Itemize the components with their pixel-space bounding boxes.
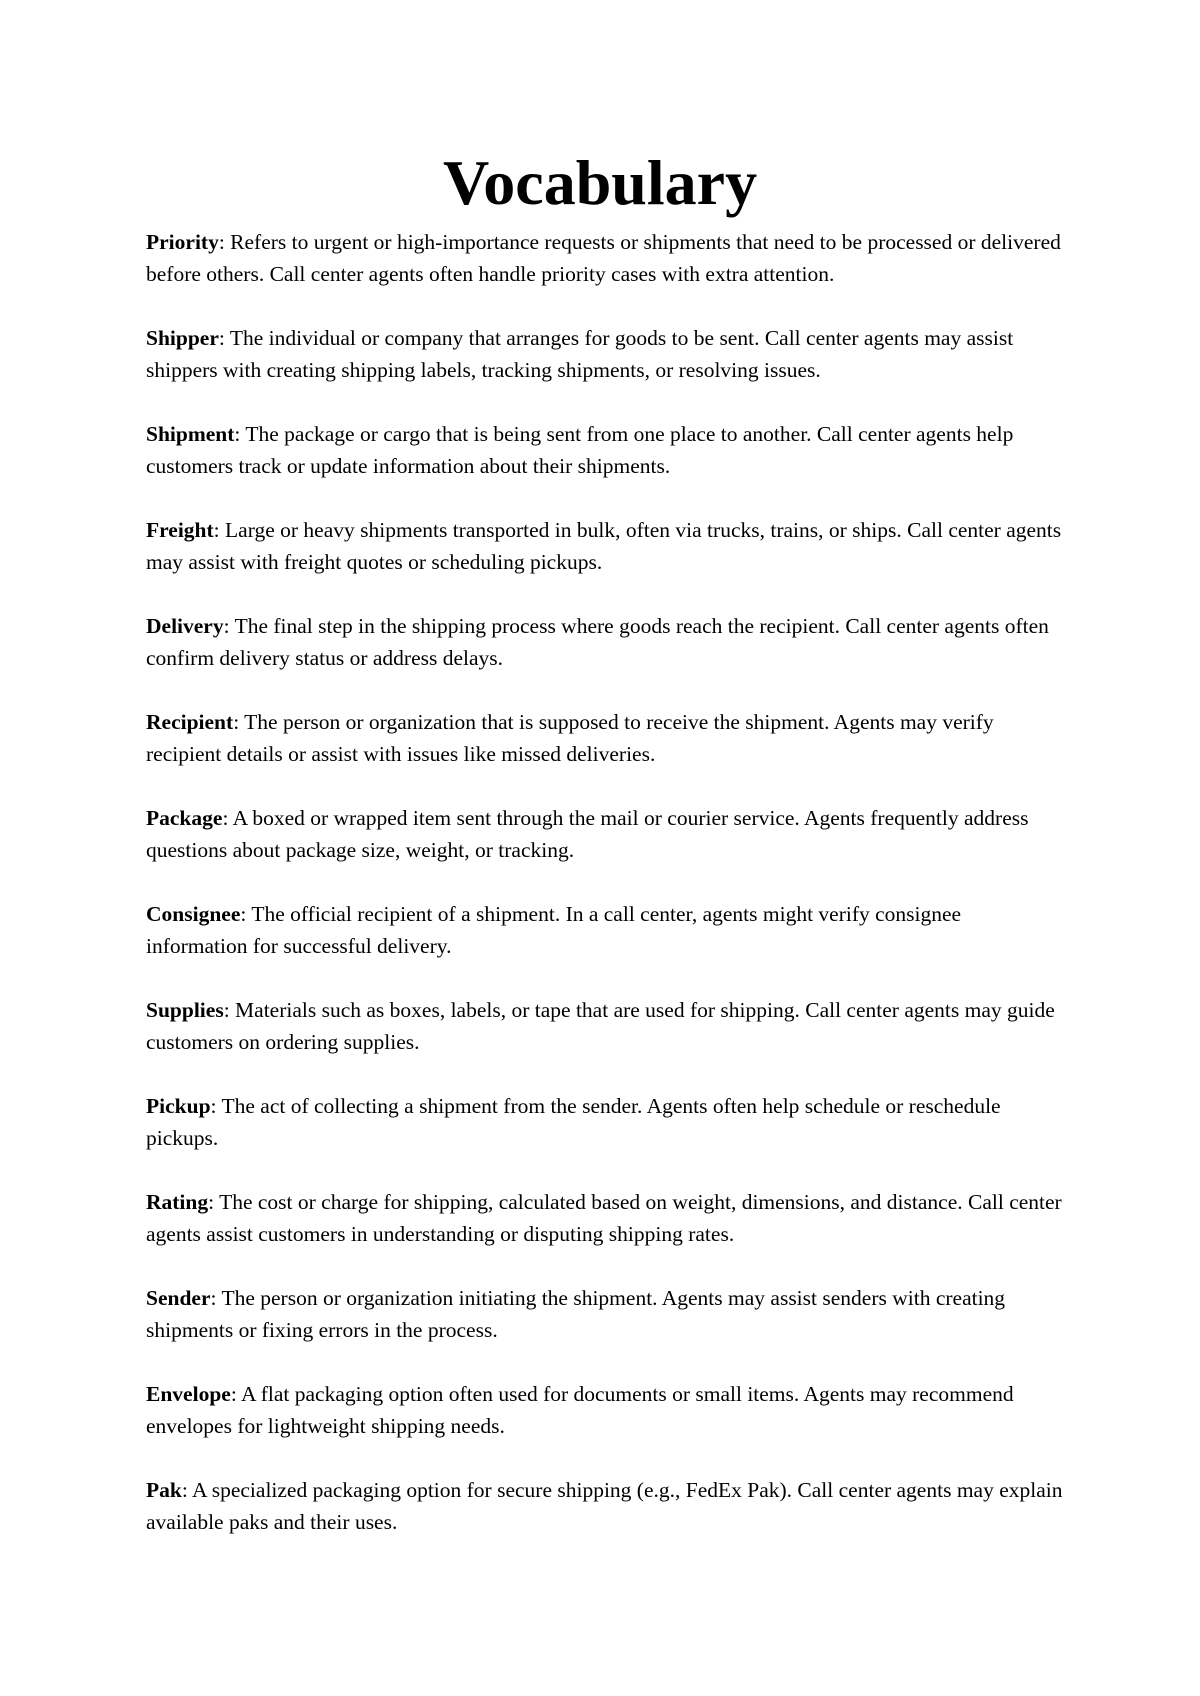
vocabulary-term: Rating [146, 1190, 209, 1214]
vocabulary-entry-rating [146, 1186, 1066, 1250]
vocabulary-definition: : The person or organization that is supposed to receive the shipment. Agents may verify recipient details or assist with issues like missed deliveries. [146, 710, 994, 766]
vocabulary-term: Pak [146, 1478, 182, 1502]
document-title: Vocabulary [442, 147, 758, 218]
vocabulary-definition: : A boxed or wrapped item sent through the mail or courier service. Agents frequently address questions about package size, weight, or tracking. [146, 806, 1029, 862]
vocabulary-term: Recipient [146, 710, 234, 734]
vocabulary-definition: : The individual or company that arranges for goods to be sent. Call center agents may assist shippers with creating shipping labels, tracking shipments, or resolving issues. [146, 326, 1014, 382]
vocabulary-entry-shipment [146, 418, 1066, 482]
vocabulary-entry-sender [146, 1282, 1066, 1346]
vocabulary-definition: : The official recipient of a shipment. In a call center, agents might verify consignee information for successful delivery. [146, 902, 962, 958]
vocabulary-entry-package [146, 802, 1066, 866]
vocabulary-entry-pickup [146, 1090, 1066, 1154]
vocabulary-definition: : The package or cargo that is being sent from one place to another. Call center agents help customers track or update information about their shipments. [146, 422, 1014, 478]
vocabulary-entry-delivery [146, 610, 1066, 674]
vocabulary-entry-shipper [146, 322, 1066, 386]
vocabulary-list [146, 226, 1066, 1570]
vocabulary-definition: : Large or heavy shipments transported in bulk, often via trucks, trains, or ships. Call center agents may assist with freight quotes or scheduling pickups. [146, 518, 1062, 574]
vocabulary-term: Package [146, 806, 223, 830]
vocabulary-term: Freight [146, 518, 214, 542]
vocabulary-entry-envelope [146, 1378, 1066, 1442]
vocabulary-definition: : The cost or charge for shipping, calculated based on weight, dimensions, and distance. Call center agents assist customers in understanding or disputing shipping rates. [146, 1190, 1062, 1246]
vocabulary-definition: : A specialized packaging option for secure shipping (e.g., FedEx Pak). Call center agents may explain available paks and their uses. [146, 1478, 1063, 1534]
vocabulary-definition: : Refers to urgent or high-importance requests or shipments that need to be processed or delivered before others. Call center agents often handle priority cases with extra attention. [146, 230, 1061, 286]
vocabulary-term: Delivery [146, 614, 224, 638]
vocabulary-entry-recipient [146, 706, 1066, 770]
vocabulary-term: Consignee [146, 902, 241, 926]
vocabulary-definition: : Materials such as boxes, labels, or tape that are used for shipping. Call center agents may guide customers on ordering supplies. [146, 998, 1055, 1054]
vocabulary-term: Pickup [146, 1094, 211, 1118]
vocabulary-term: Sender [146, 1286, 211, 1310]
vocabulary-entry-pak [146, 1474, 1066, 1538]
vocabulary-entry-freight [146, 514, 1066, 578]
vocabulary-definition: : A flat packaging option often used for documents or small items. Agents may recommend envelopes for lightweight shipping needs. [146, 1382, 1014, 1438]
vocabulary-term: Shipper [146, 326, 219, 350]
vocabulary-term: Supplies [146, 998, 224, 1022]
vocabulary-term: Shipment [146, 422, 235, 446]
vocabulary-entry-consignee [146, 898, 1066, 962]
vocabulary-entry-supplies [146, 994, 1066, 1058]
vocabulary-definition: : The person or organization initiating the shipment. Agents may assist senders with creating shipments or fixing errors in the process. [146, 1286, 1006, 1342]
vocabulary-term: Envelope [146, 1382, 231, 1406]
vocabulary-definition: : The act of collecting a shipment from the sender. Agents often help schedule or reschedule pickups. [146, 1094, 1001, 1150]
vocabulary-entry-priority [146, 226, 1066, 290]
vocabulary-term: Priority [146, 230, 219, 254]
vocabulary-definition: : The final step in the shipping process where goods reach the recipient. Call center agents often confirm delivery status or address delays. [146, 614, 1049, 670]
